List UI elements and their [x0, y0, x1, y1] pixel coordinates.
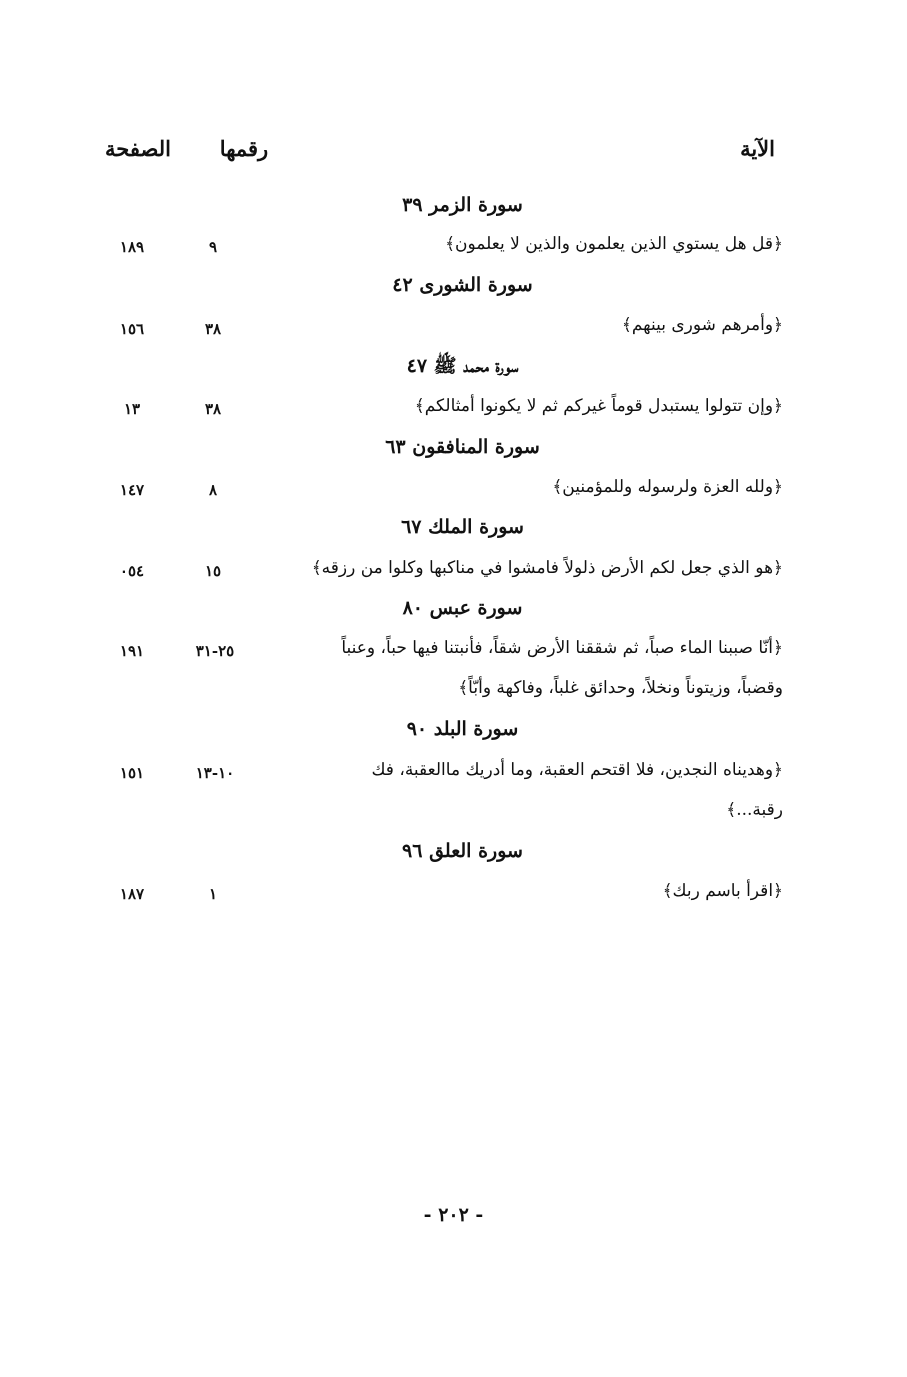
page-ref: ١٨٩: [119, 238, 145, 256]
ayah-number: ١: [208, 885, 218, 903]
ayah-text-continued: وقضباً، وزيتوناً ونخلاً، وحدائق غلباً، وفاكهة وأبّاً﴾: [458, 678, 783, 698]
surah-heading: سورة الزمر ٣٩: [402, 194, 523, 216]
surah-heading: سورة العلق ٩٦: [402, 840, 523, 862]
ayah-text: ﴿وأمرهم شورى بينهم﴾: [621, 315, 783, 335]
ayah-number: ٨: [208, 481, 218, 499]
ayah-text: ﴿اقرأ باسم ربك﴾: [662, 881, 783, 901]
surah-heading: سورة الملك ٦٧: [401, 516, 524, 538]
page-ref: ١٣: [123, 400, 141, 418]
page-ref: ١٥١: [119, 764, 145, 782]
header-ayah: الآية: [740, 136, 775, 161]
ayah-number: ١٠-١٣: [195, 764, 235, 782]
ayah-text: ﴿ولله العزة ولرسوله وللمؤمنين﴾: [552, 477, 783, 497]
page-ref: ١٥٦: [119, 320, 145, 338]
page-number: - ٢٠٢ -: [423, 1204, 484, 1226]
ayah-text: ﴿وإن تتولوا يستبدل قوماً غيركم ثم لا يكونوا أمثالكم﴾: [414, 396, 783, 416]
ayah-number: ٢٥-٣١: [195, 642, 235, 660]
page-ref: ١٤٧: [119, 481, 145, 499]
surah-heading: سورة محمد ﷺ ٤٧: [406, 355, 519, 377]
ayah-number: ١٥: [204, 562, 222, 580]
page-ref: ١٩١: [119, 642, 145, 660]
surah-heading: سورة عبس ٨٠: [402, 597, 523, 619]
surah-heading: سورة المنافقون ٦٣: [385, 436, 540, 458]
ayah-text: ﴿هو الذي جعل لكم الأرض ذلولاً فامشوا في مناكبها وكلوا من رزقه﴾: [311, 558, 783, 578]
ayah-text: ﴿وهديناه النجدين، فلا اقتحم العقبة، وما أدريك ماالعقبة، فك: [371, 760, 783, 780]
page-ref: ١٨٧: [119, 885, 145, 903]
surah-heading: سورة الشورى ٤٢: [392, 274, 533, 296]
ayah-text: ﴿قل هل يستوي الذين يعلمون والذين لا يعلمون﴾: [445, 234, 783, 254]
header-raqm: رقمها: [219, 136, 269, 161]
surah-heading: سورة البلد ٩٠: [406, 718, 519, 740]
ayah-number: ٩: [208, 238, 218, 256]
page-ref: ٠٥٤: [119, 562, 145, 580]
header-page: الصفحة: [105, 136, 171, 161]
ayah-text-continued: رقبة...﴾: [726, 800, 783, 820]
ayah-number: ٣٨: [204, 400, 222, 418]
ayah-text: ﴿أنّا صببنا الماء صباً، ثم شققنا الأرض شقاً، فأنبتنا فيها حباً، وعنباً: [341, 638, 783, 658]
ayah-number: ٣٨: [204, 320, 222, 338]
